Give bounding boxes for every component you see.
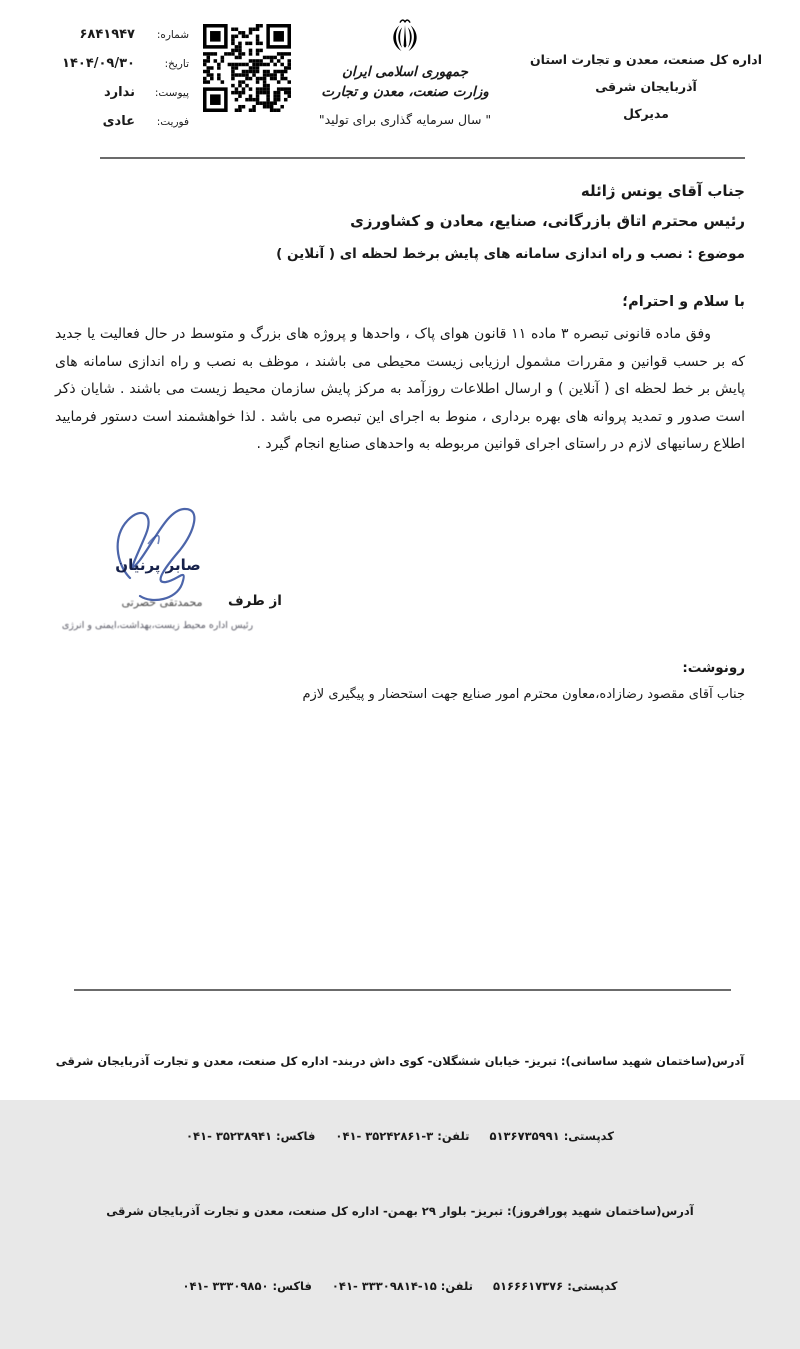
meta-row-date (55, 56, 189, 85)
cc-block (55, 660, 745, 705)
footer-contact-1: کدپستی: ۵۱۳۶۷۳۵۹۹۱ تلفن: ۳-۳۵۲۴۲۸۶۱ -۰۴۱ فاکس: ۳۵۲۳۸۹۴۱ -۰۴۱ (186, 1129, 614, 1143)
org-role: مدیرکل (623, 106, 669, 121)
salutation: با سلام و احترام؛ (622, 294, 745, 310)
signer-name: صابر پرنیان (115, 556, 201, 574)
subject-line: موضوع : نصب و راه اندازی سامانه های پایش برخط لحظه ای ( آنلاین ) (276, 246, 745, 262)
number-label: شماره: (156, 29, 189, 41)
attachment-value: ندارد (103, 85, 135, 100)
delegate-name: محمدتقی حصرتی (121, 596, 203, 609)
header-divider (100, 157, 745, 159)
letterhead-center-block (293, 16, 517, 127)
delegate-title: رئیس اداره محیط زیست،بهداشت،ایمنی و انرژی (61, 620, 254, 631)
footer-contact-2: کدپستی: ۵۱۶۶۶۱۷۳۷۶ تلفن: ۱۵-۳۳۳۰۹۸۱۴ -۰۴۱ فاکس: ۳۳۳۰۹۸۵۰ -۰۴۱ (182, 1279, 618, 1293)
footer-address-1: آدرس(ساختمان شهید ساسانی): تبریز- خیابان ششگلان- کوی داش دربند- اداره کل صنعت، معدن و تجارت آذربایجان شرقی (55, 1054, 745, 1068)
qr-code-icon (203, 24, 291, 112)
iran-national-emblem-icon (385, 16, 425, 58)
urgency-value: عادی (102, 114, 135, 129)
meta-row-attachment (55, 85, 189, 114)
date-label: تاریخ: (164, 58, 189, 70)
ministry-name: وزارت صنعت، معدن و تجارت (321, 84, 489, 100)
meta-row-number (55, 27, 189, 56)
org-name: اداره کل صنعت، معدن و تجارت استان آذربایجان شرقی (530, 52, 762, 94)
recipient-title: رئیس محترم اتاق بازرگانی، صنایع، معادن و کشاورزی (350, 212, 745, 230)
letter-meta-box (55, 27, 189, 143)
state-name: جمهوری اسلامی ایران (341, 64, 469, 80)
meta-row-urgency (55, 114, 189, 143)
letter-body-paragraph: وفق ماده قانونی تبصره ۳ ماده ۱۱ قانون هوای پاک ، واحدها و پروژه های بزرگ و متوسط در حال فعالیت یا جدید که بر حسب قوانین و مقررات مشمول ارزیابی زیست محیطی می باشند ، موظف به نصب و راه اندازی سامانه های پایش بر خط لحظه ای ( آنلاین ) و ارسال اطلاعات روزآمد به مرکز پایش سازمان محیط زیست می باشند . شایان ذکر است صدور و تمدید پروانه های بهره برداری ، منوط به اجرای این تبصره می باشد . لذا خواهشمند است دستور فرمایید اطلاع رسانیهای لازم در راستای اجرای قوانین مربوطه به واحدهای صنایع انجام گیرد . (55, 326, 745, 452)
cc-entry: جناب آقای مقصود رضازاده،معاون محترم امور صنایع جهت استحضار و پیگیری لازم (302, 687, 745, 702)
on-behalf-label: از طرف (228, 593, 282, 609)
urgency-label: فوریت: (156, 116, 189, 128)
footer-block (30, 999, 770, 1349)
footer-address-2: آدرس(ساختمان شهید پورافروز): تبریز- بلوار ۲۹ بهمن- اداره کل صنعت، معدن و تجارت آذربایجان شرقی (106, 1204, 694, 1218)
letterhead-org-block (510, 46, 782, 127)
year-slogan: " سال سرمایه گذاری برای تولید" (318, 112, 492, 127)
number-value: ۶۸۴۱۹۴۷ (79, 27, 135, 42)
cc-heading: رونوشت: (682, 660, 745, 676)
recipient-block (55, 180, 745, 264)
attachment-label: پیوست: (154, 87, 189, 99)
date-value: ۱۴۰۴/۰۹/۳۰ (62, 56, 135, 71)
footer-divider (74, 989, 731, 991)
recipient-name: جناب آقای یونس ژائله (580, 182, 745, 200)
